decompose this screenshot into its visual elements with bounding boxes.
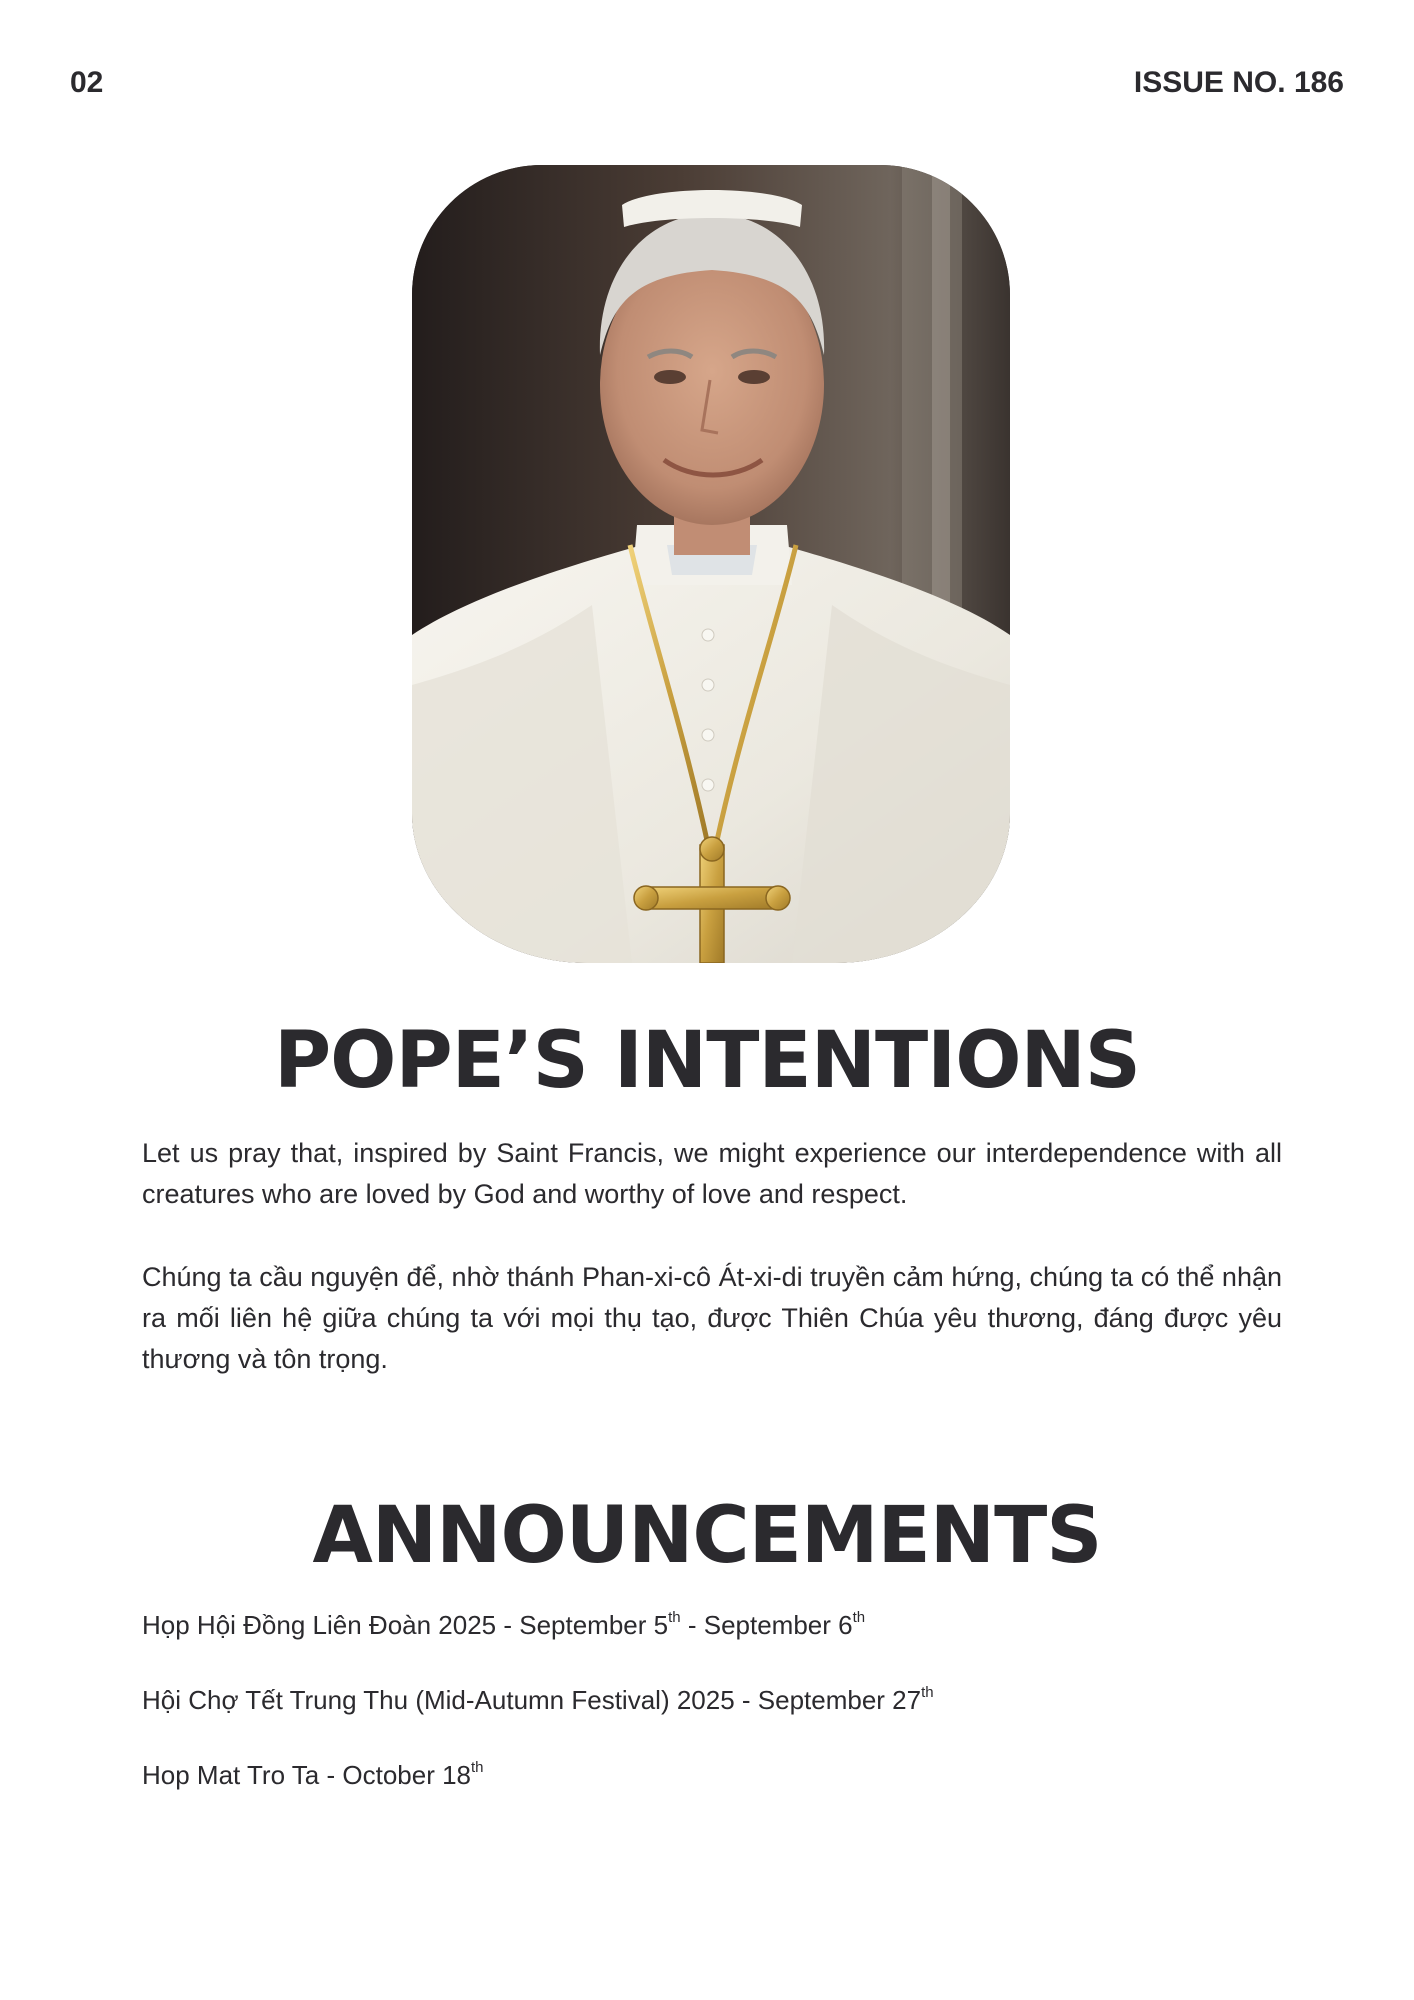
announcement-text: Hop Mat Tro Ta - October 18 [142,1760,471,1790]
ordinal-suffix: th [668,1609,681,1626]
announcement-item [142,1758,484,1792]
pope-portrait-photo [412,165,1010,963]
announcement-item [142,1683,934,1717]
ordinal-suffix: th [471,1759,484,1776]
intention-paragraph-vietnamese: Chúng ta cầu nguyện để, nhờ thánh Phan-xi-cô Át-xi-di truyền cảm hứng, chúng ta có thể nhận ra mối liên hệ giữa chúng ta với mọi thụ tạo, được Thiên Chúa yêu thương, đáng được yêu thương và tôn trọng. [142,1262,1282,1374]
ordinal-suffix: th [852,1609,866,1626]
announcements-heading: ANNOUNCEMENTS [312,1491,1102,1581]
issue-number: ISSUE NO. 186 [1133,66,1344,99]
announcement-text: Họp Hội Đồng Liên Đoàn 2025 - September 5 [142,1610,669,1640]
announcement-text: - September 6 [680,1610,853,1640]
pope-intentions-heading: POPE’S INTENTIONS [274,1016,1140,1106]
announcement-item [142,1608,865,1642]
announcement-text: Hội Chợ Tết Trung Thu (Mid-Autumn Festival) 2025 - September 27 [142,1685,922,1715]
intention-paragraph-english: Let us pray that, inspired by Saint Francis, we might experience our interdependence with all creatures who are loved by God and worthy of love and respect. [142,1138,1282,1209]
page-number: 02 [70,66,104,99]
ordinal-suffix: th [921,1684,934,1701]
